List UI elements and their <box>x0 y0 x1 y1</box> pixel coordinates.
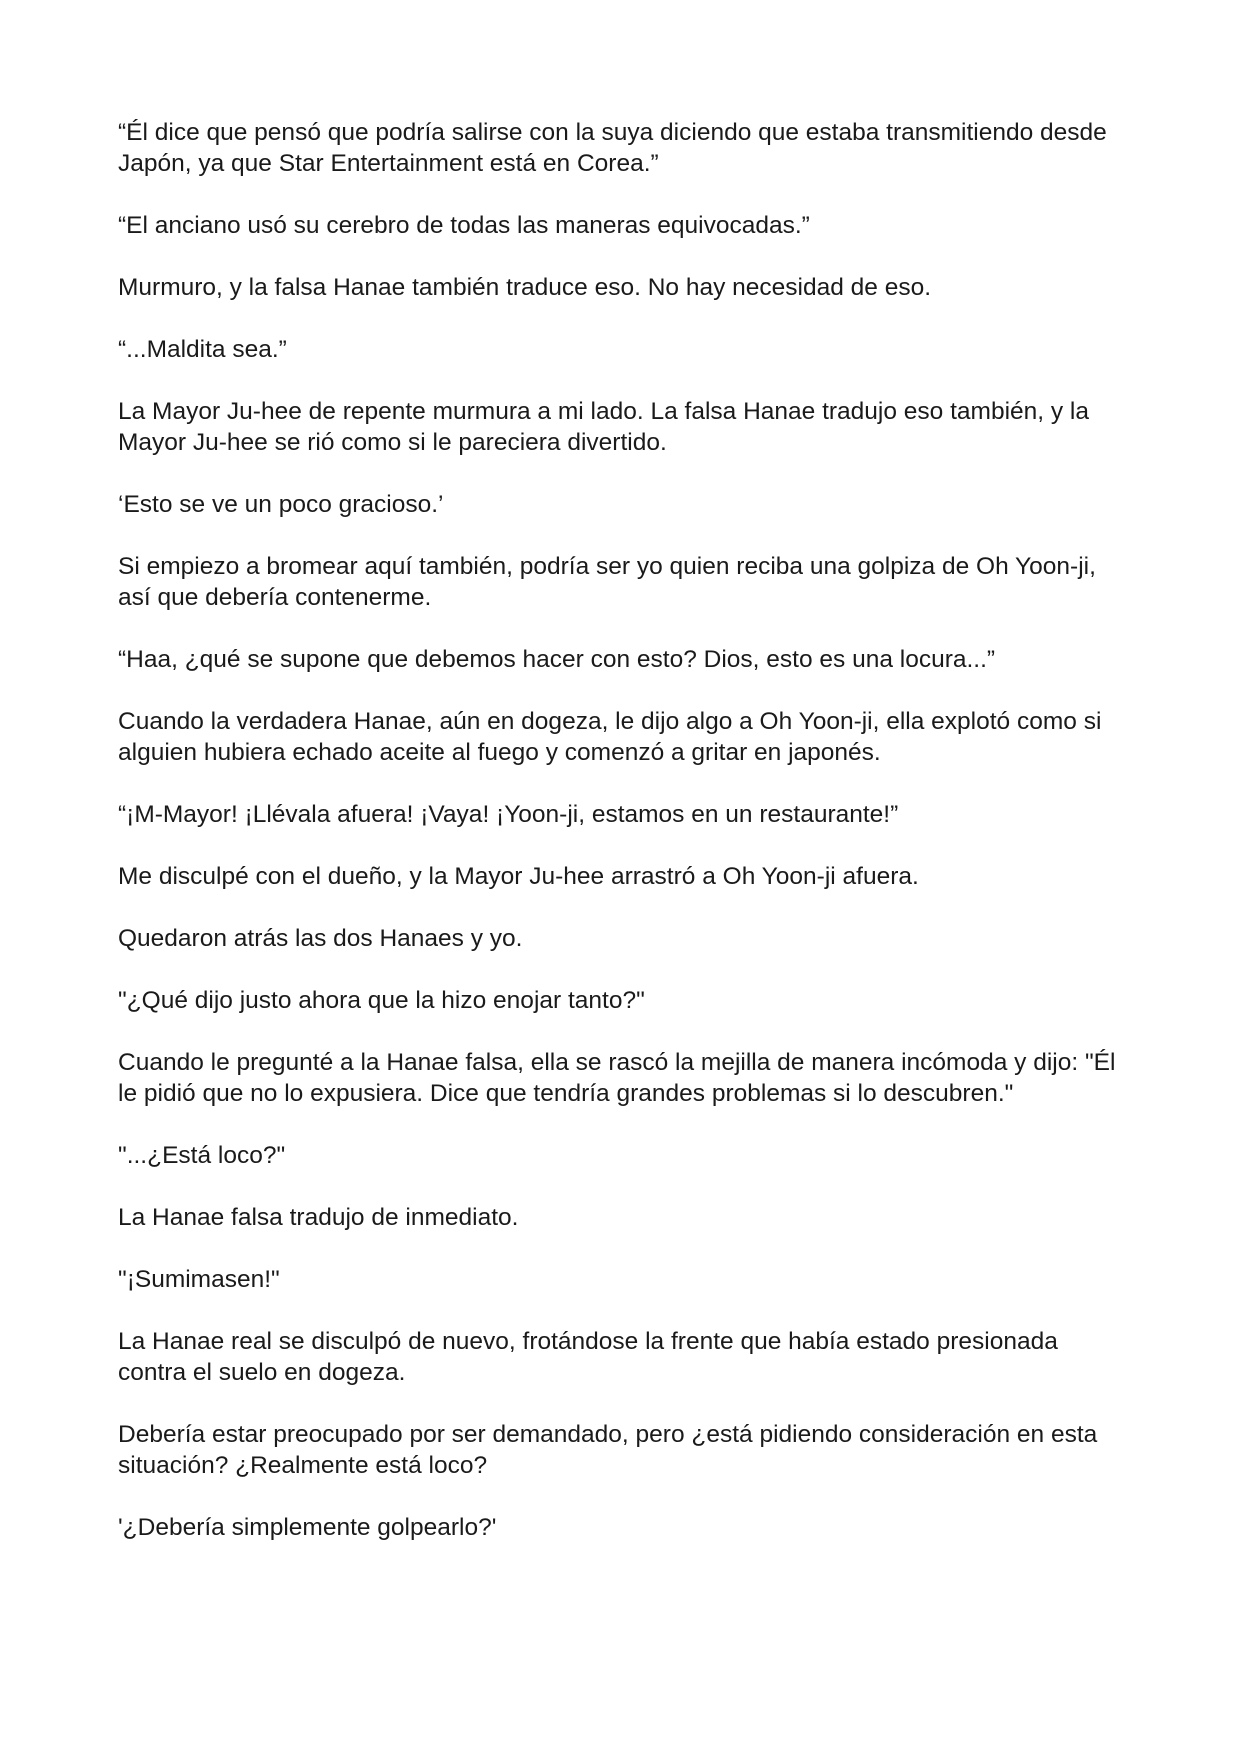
paragraph: "¡Sumimasen!" <box>118 1266 280 1293</box>
paragraph: "¿Qué dijo justo ahora que la hizo enojar tanto?" <box>118 987 645 1014</box>
paragraph: Me disculpé con el dueño, y la Mayor Ju-hee arrastró a Oh Yoon-ji afuera. <box>118 863 919 890</box>
paragraph: Si empiezo a bromear aquí también, podría ser yo quien reciba una golpiza de Oh Yoon-ji, así que debería contenerme. <box>118 553 1096 611</box>
paragraph: "...¿Está loco?" <box>118 1142 286 1169</box>
paragraph: Debería estar preocupado por ser demandado, pero ¿está pidiendo consideración en esta situación? ¿Realmente está loco? <box>118 1421 1098 1479</box>
paragraph: “Él dice que pensó que podría salirse con la suya diciendo que estaba transmitiendo desde Japón, ya que Star Entertainment está en Corea.” <box>118 119 1107 177</box>
paragraph: Cuando la verdadera Hanae, aún en dogeza, le dijo algo a Oh Yoon-ji, ella explotó como si alguien hubiera echado aceite al fuego y comenzó a gritar en japonés. <box>118 708 1102 766</box>
paragraph: Quedaron atrás las dos Hanaes y yo. <box>118 925 523 952</box>
paragraph: Cuando le pregunté a la Hanae falsa, ella se rascó la mejilla de manera incómoda y dijo: "Él le pidió que no lo expusiera. Dice que tendría grandes problemas si lo descubren." <box>118 1049 1116 1107</box>
document-body <box>118 117 1128 1574</box>
paragraph: “...Maldita sea.” <box>118 336 287 363</box>
paragraph: La Mayor Ju-hee de repente murmura a mi lado. La falsa Hanae tradujo eso también, y la Mayor Ju-hee se rió como si le pareciera divertido. <box>118 398 1090 456</box>
paragraph: La Hanae real se disculpó de nuevo, frotándose la frente que había estado presionada contra el suelo en dogeza. <box>118 1328 1058 1386</box>
paragraph: ‘Esto se ve un poco gracioso.’ <box>118 491 444 518</box>
paragraph: La Hanae falsa tradujo de inmediato. <box>118 1204 519 1231</box>
paragraph: “¡M-Mayor! ¡Llévala afuera! ¡Vaya! ¡Yoon-ji, estamos en un restaurante!” <box>118 801 899 828</box>
paragraph: Murmuro, y la falsa Hanae también traduce eso. No hay necesidad de eso. <box>118 274 932 301</box>
paragraph: “El anciano usó su cerebro de todas las maneras equivocadas.” <box>118 212 810 239</box>
paragraph: '¿Debería simplemente golpearlo?' <box>118 1514 497 1541</box>
paragraph: “Haa, ¿qué se supone que debemos hacer con esto? Dios, esto es una locura...” <box>118 646 996 673</box>
